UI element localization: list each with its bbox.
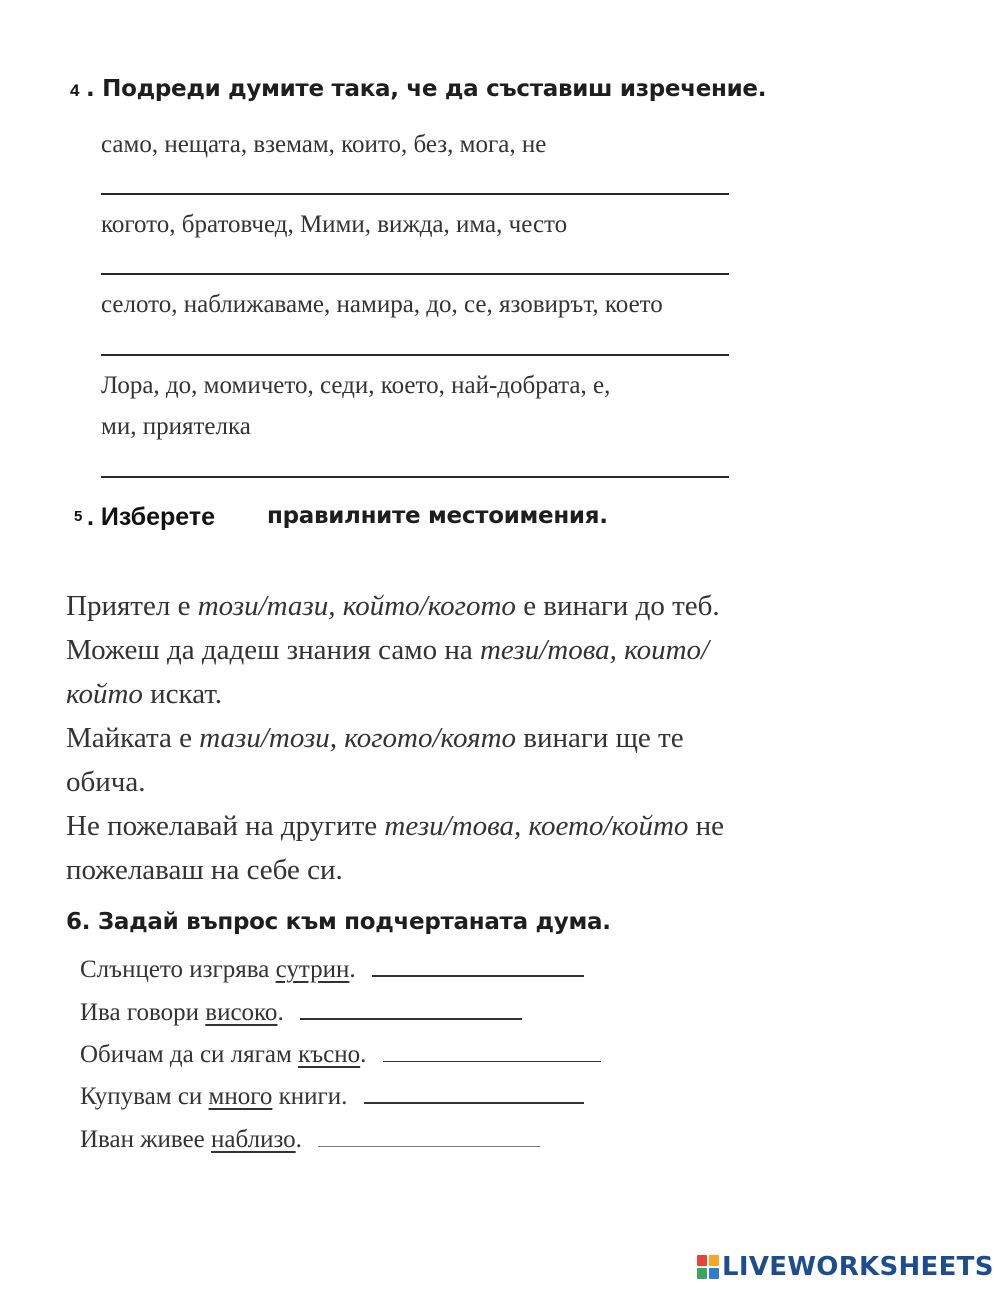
section-5-number: 5 — [74, 508, 83, 525]
prompt-1: само, нещата, вземам, които, без, мога, не — [101, 131, 547, 158]
pronoun-choice-1[interactable]: този/тази, който/когото — [197, 590, 516, 622]
section-5-line-7: пожелаваш на себе си. — [66, 854, 343, 886]
answer-blank-4[interactable] — [364, 1084, 584, 1104]
liveworksheets-logo — [697, 1252, 994, 1282]
section-5-line-4: Майката е тази/този, когото/която винаги ще те — [66, 722, 684, 754]
pronoun-choice-2a[interactable]: тези/това, които/ — [479, 634, 710, 666]
pronoun-choice-4[interactable]: тези/това, което/който — [384, 810, 689, 842]
section-5-title-part2: правилните местоимения. — [267, 503, 608, 529]
prompt-3: селото, наближаваме, намира, до, се, язовирът, което — [101, 291, 663, 318]
answer-blank-2[interactable] — [300, 1000, 522, 1020]
prompt-4-line-2: ми, приятелка — [101, 413, 251, 440]
answer-line-3[interactable] — [101, 354, 729, 356]
section-4-title: . Подреди думите така, че да съставиш изречение. — [86, 76, 767, 102]
section-5-line-6: Не пожелавай на другите тези/това, което/който не — [66, 810, 725, 842]
pronoun-choice-3[interactable]: тази/този, когото/която — [199, 722, 517, 754]
section-5-line-2: Можеш да дадеш знания само на тези/това, които/ — [66, 634, 710, 666]
logo-block-2 — [709, 1255, 719, 1266]
pronoun-choice-2b[interactable]: който — [66, 678, 143, 710]
question-1: Слънцето изгрява сутрин. — [80, 956, 584, 984]
prompt-2: когото, братовчед, Мими, вижда, има, често — [101, 211, 568, 238]
logo-block-3 — [697, 1268, 707, 1279]
section-5-title-part1: . Изберете — [87, 503, 216, 531]
liveworksheets-wordmark: LIVEWORKSHEETS — [722, 1252, 994, 1282]
prompt-4-line-1: Лора, до, момичето, седи, което, най-добрата, е, — [101, 372, 611, 399]
answer-blank-1[interactable] — [372, 957, 584, 977]
answer-line-1[interactable] — [101, 193, 729, 195]
section-6-title: 6. Задай въпрос към подчертаната дума. — [66, 909, 611, 935]
section-5-line-1: Приятел е този/тази, който/когото е винаги до теб. — [66, 590, 720, 622]
question-3: Обичам да си лягам късно. — [80, 1041, 601, 1069]
answer-line-2[interactable] — [101, 273, 729, 275]
logo-block-4 — [709, 1268, 719, 1279]
answer-line-4[interactable] — [101, 476, 729, 478]
liveworksheets-icon — [697, 1255, 719, 1279]
question-2: Ива говори високо. — [80, 999, 522, 1027]
answer-blank-3[interactable] — [383, 1043, 601, 1062]
section-4-number: 4 — [70, 81, 80, 100]
section-5-line-5: обича. — [66, 766, 146, 798]
section-5-line-3: който искат. — [66, 678, 223, 710]
section-5-text — [66, 584, 724, 892]
answer-blank-5[interactable] — [318, 1128, 540, 1147]
question-5: Иван живее наблизо. — [80, 1126, 540, 1154]
question-4: Купувам си много книги. — [80, 1083, 584, 1111]
logo-block-1 — [697, 1255, 707, 1266]
